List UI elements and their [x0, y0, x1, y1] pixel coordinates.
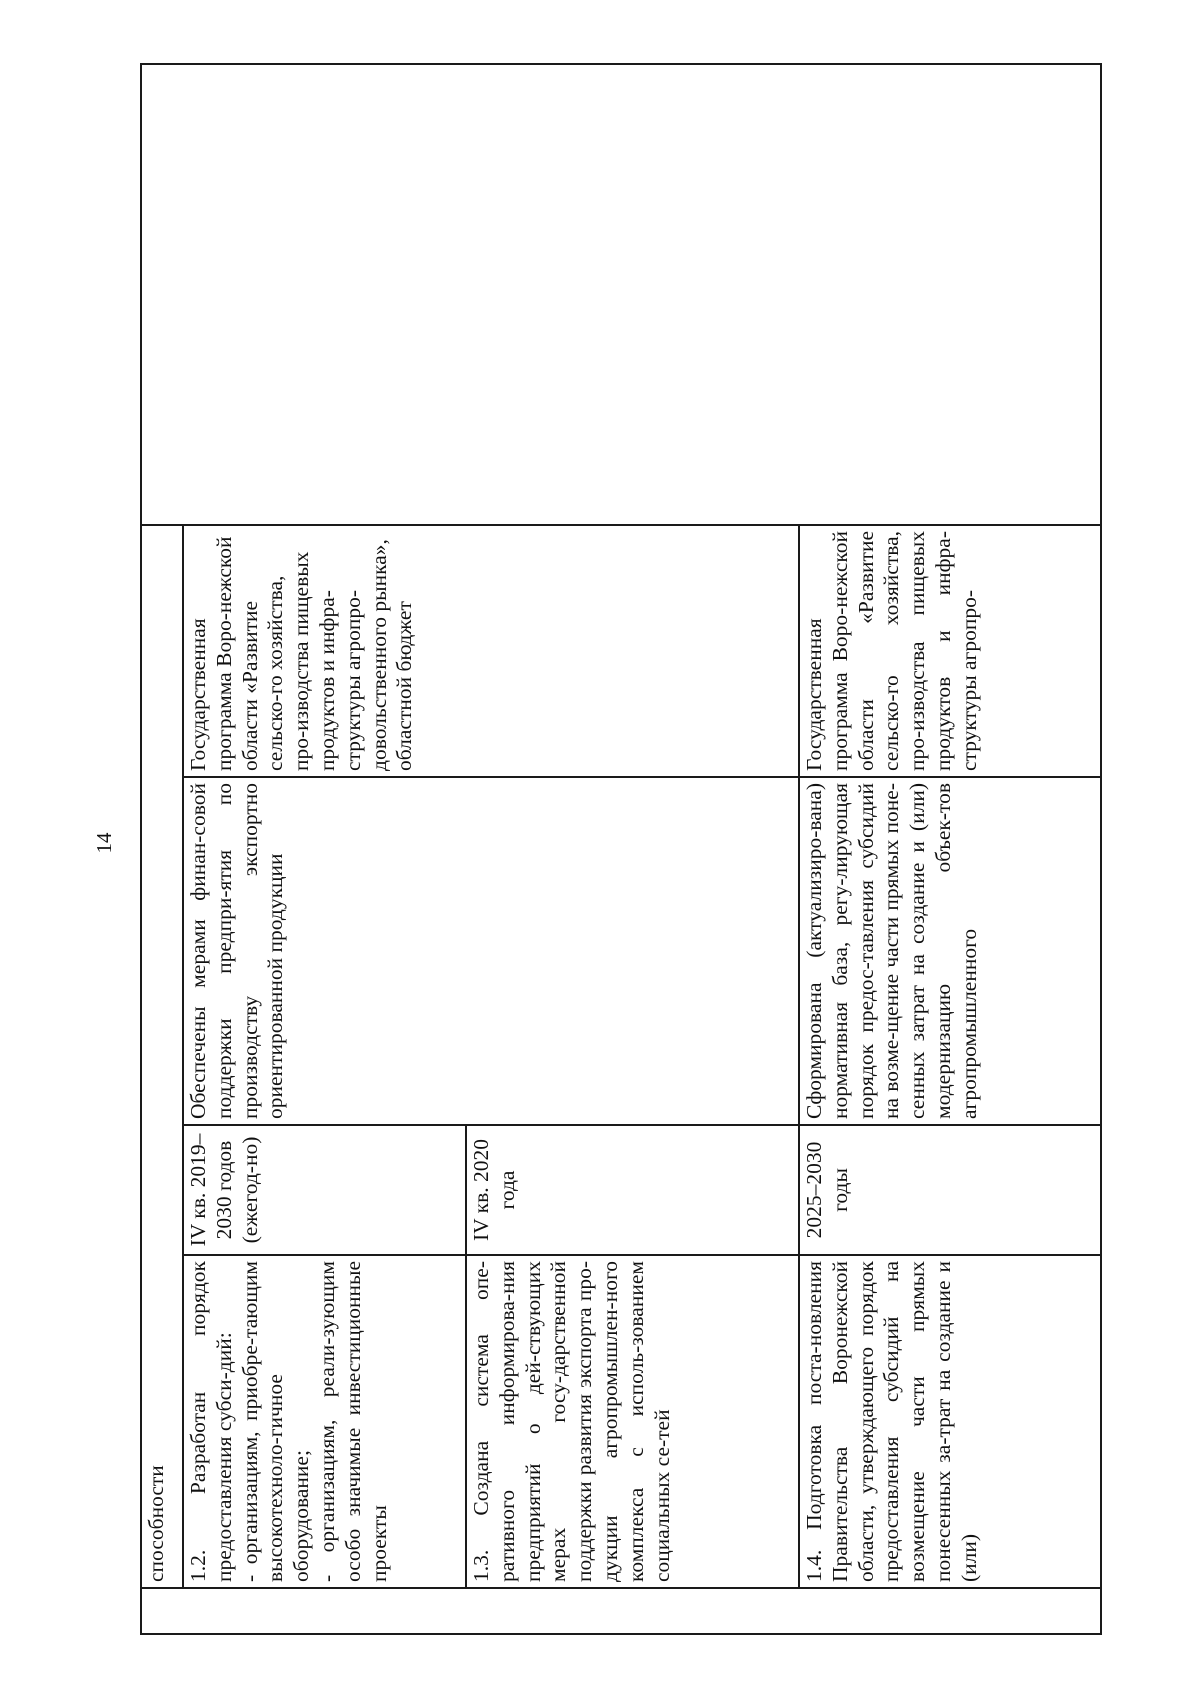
- activity-line: - организациям, реали-зующим особо значимые инвестиционные проекты: [314, 1261, 391, 1582]
- source-cell: Государственная программа Воро-нежской области «Развитие сельско-го хозяйства, про-изводства пищевых продуктов и инфра-структуры агропро-: [799, 525, 1101, 777]
- activity-cell: 1.3. Создана система опе-ративного информирова-ния предприятий о дей-ствующих мерах госу-дарственной поддержки развития экспорта про-дукции агропромышлен-ного комплекса с исполь-зованием социальных се-тей: [466, 1255, 799, 1588]
- term-cell: IV кв. 2019–2030 годов (ежегод-но): [183, 1125, 466, 1255]
- source-cell: Государственная программа Воро-нежской области «Развитие сельско-го хозяйства, про-изводства пищевых продуктов и инфра-структуры агропро-довольственного рынка», областной бюджет: [183, 525, 799, 777]
- continuation-header: способности: [141, 525, 183, 1588]
- notes-column: [141, 64, 1101, 525]
- table-row: [141, 64, 183, 1634]
- page-number: 14: [92, 832, 116, 854]
- activity-cell: 1.4. Подготовка поста-новления Правительства Воронежской области, утверждающего порядок предоставления субсидий на возмещение части прямых понесенных за-трат на создание и (или): [799, 1255, 1101, 1588]
- result-cell: Обеспечены мерами финан-совой поддержки предпри-ятия по производству экспортно ориентированной продукции: [183, 777, 799, 1125]
- rotated-table-container: [140, 65, 1100, 1635]
- term-cell: IV кв. 2020 года: [466, 1125, 799, 1255]
- term-cell: 2025–2030 годы: [799, 1125, 1101, 1255]
- activity-title: 1.2. Разработан порядок предоставления субси-дий:: [186, 1261, 236, 1582]
- activity-line: - организациям, приобре-тающим высокотехноло-гичное оборудование;: [237, 1261, 314, 1582]
- measures-table: [140, 63, 1102, 1635]
- number-column: [141, 1588, 1101, 1634]
- result-cell: Сформирована (актуализиро-вана) нормативная база, регу-лирующая порядок предос-тавления субсидий на возме-щение части прямых поне-сенных затрат на создание и (или) модернизацию объек-тов агропромышленного: [799, 777, 1101, 1125]
- activity-cell: [183, 1255, 466, 1588]
